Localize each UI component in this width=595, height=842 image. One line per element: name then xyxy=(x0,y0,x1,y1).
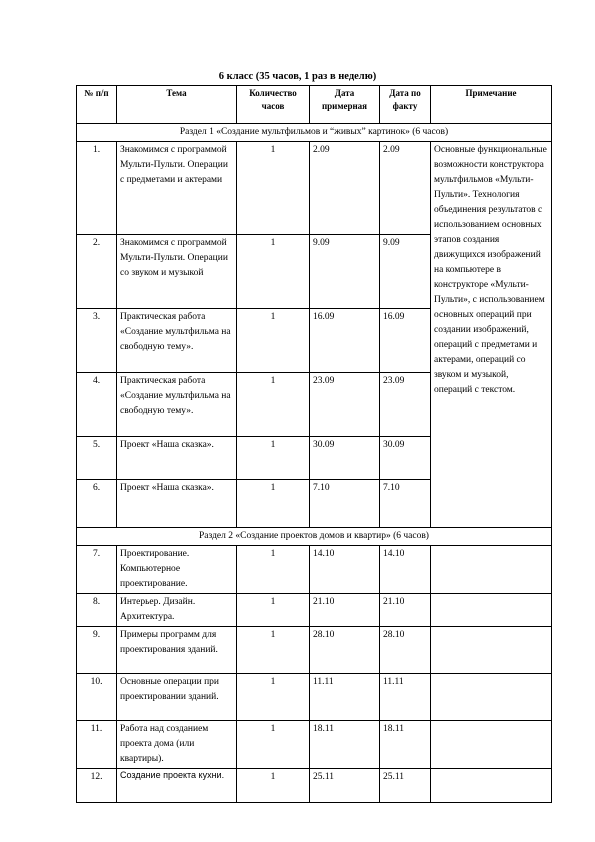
row-date-actual: 28.10 xyxy=(380,627,431,674)
table-row xyxy=(77,769,552,803)
row-date-planned: 7.10 xyxy=(310,480,380,528)
row-note xyxy=(431,674,552,721)
row-qty: 1 xyxy=(237,480,310,528)
row-date-actual: 11.11 xyxy=(380,674,431,721)
row-qty: 1 xyxy=(237,546,310,594)
row-date-planned: 9.09 xyxy=(310,235,380,309)
row-note xyxy=(431,721,552,769)
section-title: Раздел 2 «Создание проектов домов и квартир» (6 часов) xyxy=(77,528,552,546)
header-num: № п/п xyxy=(77,86,117,124)
row-date-planned: 30.09 xyxy=(310,437,380,480)
row-topic: Знакомимся с программой Мульти-Пульти. Операции со звуком и музыкой xyxy=(117,235,237,309)
row-topic: Проект «Наша сказка». xyxy=(117,437,237,480)
row-num: 8. xyxy=(77,594,117,627)
row-date-planned: 21.10 xyxy=(310,594,380,627)
row-qty: 1 xyxy=(237,594,310,627)
row-qty: 1 xyxy=(237,235,310,309)
header-note: Примечание xyxy=(431,86,552,124)
row-qty: 1 xyxy=(237,769,310,803)
row-date-planned: 28.10 xyxy=(310,627,380,674)
row-qty: 1 xyxy=(237,309,310,373)
row-date-actual: 7.10 xyxy=(380,480,431,528)
row-date-actual: 21.10 xyxy=(380,594,431,627)
section-note: Основные функциональные возможности конструктора мультфильмов «Мульти-Пульти». Технология объединения результатов с использованием основных этапов создания движущихся изображений на компьютере в конструкторе «Мульти- Пульти», с использованием основных операций при создании изображений, операций с предметами и актерами, операций со звуком и музыкой, операций с текстом. xyxy=(431,142,552,528)
row-date-planned: 11.11 xyxy=(310,674,380,721)
row-num: 1. xyxy=(77,142,117,235)
row-num: 10. xyxy=(77,674,117,721)
row-topic: Проект «Наша сказка». xyxy=(117,480,237,528)
row-note xyxy=(431,769,552,803)
row-topic: Примеры программ для проектирования зданий. xyxy=(117,627,237,674)
section-row xyxy=(77,528,552,546)
row-num: 11. xyxy=(77,721,117,769)
row-num: 12. xyxy=(77,769,117,803)
row-date-planned: 18.11 xyxy=(310,721,380,769)
table-row xyxy=(77,721,552,769)
row-qty: 1 xyxy=(237,437,310,480)
row-date-actual: 18.11 xyxy=(380,721,431,769)
header-date-actual: Дата по факту xyxy=(380,86,431,124)
row-num: 7. xyxy=(77,546,117,594)
row-date-planned: 16.09 xyxy=(310,309,380,373)
row-date-actual: 23.09 xyxy=(380,373,431,437)
row-date-actual: 9.09 xyxy=(380,235,431,309)
row-qty: 1 xyxy=(237,674,310,721)
table-row xyxy=(77,546,552,594)
row-date-planned: 14.10 xyxy=(310,546,380,594)
row-topic: Проектирование. Компьютерное проектирование. xyxy=(117,546,237,594)
row-topic: Знакомимся с программой Мульти-Пульти. Операции с предметами и актерами xyxy=(117,142,237,235)
row-num: 4. xyxy=(77,373,117,437)
row-topic: Работа над созданием проекта дома (или квартиры). xyxy=(117,721,237,769)
section-row xyxy=(77,124,552,142)
header-qty: Количество часов xyxy=(237,86,310,124)
row-date-planned: 23.09 xyxy=(310,373,380,437)
row-date-actual: 2.09 xyxy=(380,142,431,235)
row-num: 5. xyxy=(77,437,117,480)
section-title: Раздел 1 «Создание мультфильмов и “живых” картинок» (6 часов) xyxy=(77,124,552,142)
row-qty: 1 xyxy=(237,721,310,769)
row-num: 9. xyxy=(77,627,117,674)
row-date-planned: 2.09 xyxy=(310,142,380,235)
table-row xyxy=(77,594,552,627)
row-note xyxy=(431,594,552,627)
row-topic: Интерьер. Дизайн. Архитектура. xyxy=(117,594,237,627)
row-date-actual: 16.09 xyxy=(380,309,431,373)
row-note xyxy=(431,627,552,674)
row-qty: 1 xyxy=(237,373,310,437)
row-topic: Создание проекта кухни. xyxy=(117,769,237,803)
page-title: 6 класс (35 часов, 1 раз в неделю) xyxy=(218,71,377,82)
row-qty: 1 xyxy=(237,627,310,674)
row-topic: Практическая работа «Создание мультфильма на свободную тему». xyxy=(117,373,237,437)
row-date-planned: 25.11 xyxy=(310,769,380,803)
header-date-planned: Дата примерная xyxy=(310,86,380,124)
row-num: 2. xyxy=(77,235,117,309)
table-row xyxy=(77,674,552,721)
header-row xyxy=(77,86,552,124)
row-qty: 1 xyxy=(237,142,310,235)
row-date-actual: 14.10 xyxy=(380,546,431,594)
row-date-actual: 30.09 xyxy=(380,437,431,480)
lesson-plan-table xyxy=(76,85,552,803)
row-num: 3. xyxy=(77,309,117,373)
row-note xyxy=(431,546,552,594)
table-row xyxy=(77,142,552,235)
row-date-actual: 25.11 xyxy=(380,769,431,803)
row-topic: Практическая работа «Создание мультфильма на свободную тему». xyxy=(117,309,237,373)
row-topic: Основные операции при проектировании зданий. xyxy=(117,674,237,721)
header-topic: Тема xyxy=(117,86,237,124)
row-num: 6. xyxy=(77,480,117,528)
table-row xyxy=(77,627,552,674)
